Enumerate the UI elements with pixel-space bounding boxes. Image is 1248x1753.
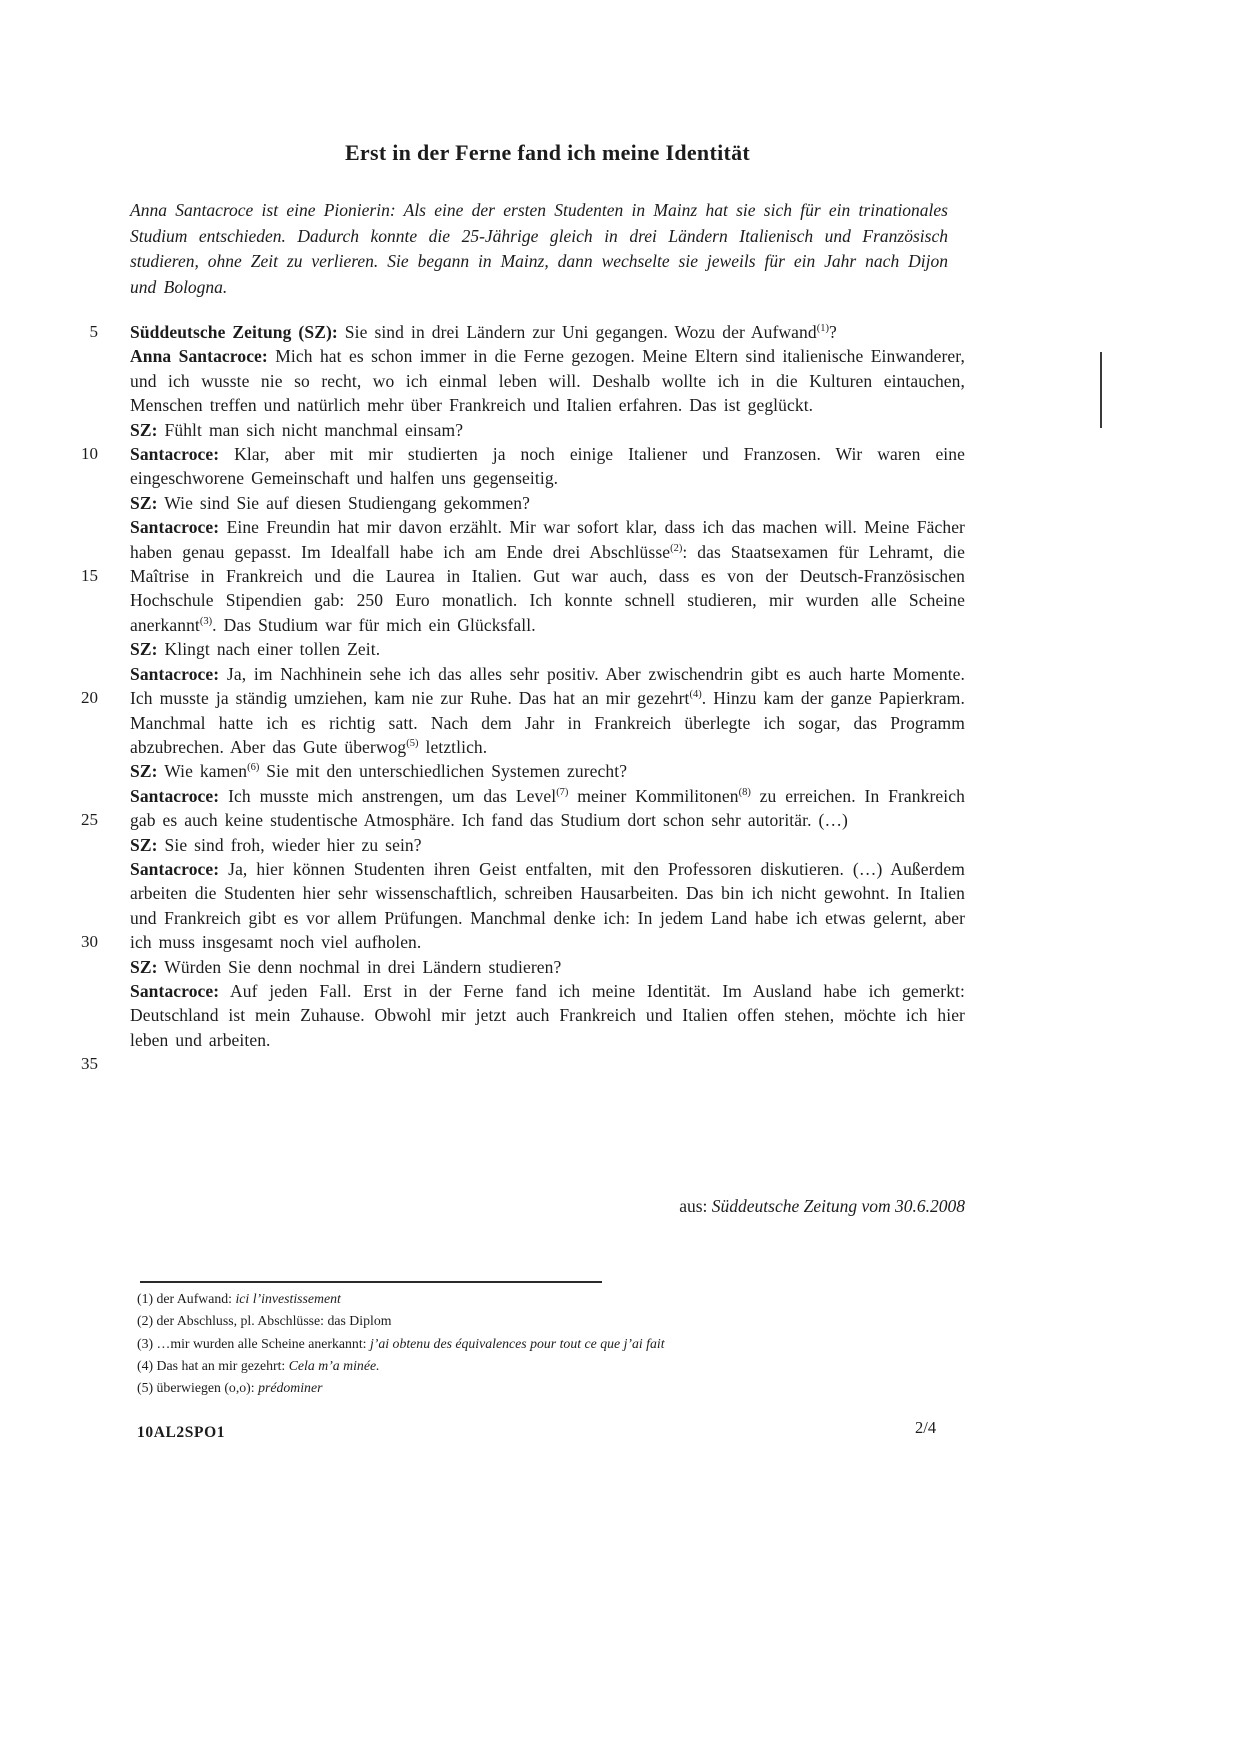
line-number: 15 [81,566,98,585]
dialogue-paragraph: SZ: Sie sind froh, wieder hier zu sein? [130,834,422,855]
footnote: (1) der Aufwand: ici l’investissement [137,1291,341,1306]
line-number: 10 [81,444,98,463]
dialogue-paragraph: SZ: Wie kamen$^{(6)}$ Sie mit den unterschiedlichen Systemen zurecht? [130,761,628,782]
footnote: (2) der Abschluss, pl. Abschlüsse: das Diplom [137,1313,392,1329]
footnotes [137,1288,897,1399]
dialogue-paragraph: Anna Santacroce: Mich hat es schon immer in die Ferne gezogen. Meine Eltern sind italienische Einwanderer, und ich wusste nie so recht, wo ich einmal leben will. Deshalb wollte ich in die Kulturen eintauchen, Menschen treffen und natürlich mehr über Frankreich und Italien erfahren. Das ist geglückt. [130,346,965,416]
dialogue-paragraph: SZ: Wie sind Sie auf diesen Studiengang gekommen? [130,492,531,513]
source-text: Süddeutsche Zeitung vom 30.6.2008 [711,1196,965,1216]
dialogue-paragraph: Santacroce: Eine Freundin hat mir davon erzählt. Mir war sofort klar, dass ich das machen will. Meine Fächer haben genau gepasst. Im Idealfall habe ich am Ende drei Abschlüsse$^{(2)}$: das Staatsexamen für Lehramt, die Maîtrise in Frankreich und die Laurea in Italien. Gut war auch, dass es von der Deutsch-Französischen Hochschule Stipendien gab: 250 Euro monatlich. Ich konnte schnell studieren, mir wurden alle Scheine anerkannt$^{(3)}$. Das Studium war für mich ein Glücksfall. [130,517,965,635]
scan-margin-mark [1100,352,1102,428]
dialogue-paragraph: Süddeutsche Zeitung (SZ): Sie sind in drei Ländern zur Uni gegangen. Wozu der Aufwand$^{(1)}$? [130,322,837,342]
page-title: Erst in der Ferne fand ich meine Identität [344,140,751,165]
dialogue-paragraph: Santacroce: Ja, hier können Studenten ihren Geist entfalten, mit den Professoren diskutieren. (…) Außerdem arbeiten die Studenten hier sehr wissenschaftlich, schreiben Hausarbeiten. Das bin ich nicht gewohnt. In Italien und Frankreich gibt es vor allem Prüfungen. Manchmal denke ich: In jedem Land habe ich etwas gelernt, aber ich muss insgesamt noch viel aufholen. [130,858,965,953]
line-number: 20 [81,688,98,707]
dialogue-paragraph: Santacroce: Auf jeden Fall. Erst in der Ferne fand ich meine Identität. Im Ausland habe ich gemerkt: Deutschland ist mein Zuhause. Obwohl mir jetzt auch Frankreich und Italien offen stehen, möchte ich hier leben und arbeiten. [130,980,965,1050]
line-number: 25 [81,810,98,829]
source-prefix: aus: [679,1196,712,1216]
line-number: 5 [89,322,98,341]
footer-document-code: 10AL2SPO1 [137,1424,226,1441]
dialogue-paragraph: SZ: Klingt nach einer tollen Zeit. [130,639,381,660]
intro-paragraph: Anna Santacroce ist eine Pionierin: Als eine der ersten Studenten in Mainz hat sie sich für ein trinationales Studium entschieden. Dadurch konnte die 25-Jährige gleich in drei Ländern Italienisch und Französisch studieren, ohne Zeit zu verlieren. Sie begann in Mainz, dann wechselte sie jeweils für ein Jahr nach Dijon und Bologna. [130,200,948,297]
footnote-divider [140,1281,602,1283]
dialogue-paragraph: SZ: Würden Sie denn nochmal in drei Ländern studieren? [130,956,562,977]
dialogue [130,320,965,1052]
page-number: 2/4 [915,1418,937,1437]
dialogue-paragraph: Santacroce: Ich musste mich anstrengen, um das Level$^{(7)}$ meiner Kommilitonen$^{(8)}$ zu erreichen. In Frankreich gab es auch keine studentische Atmosphäre. Ich fand das Studium dort schon sehr autoritär. (…) [130,785,965,831]
footnote: (4) Das hat an mir gezehrt: Cela m’a minée. [137,1357,380,1373]
dialogue-paragraph: SZ: Fühlt man sich nicht manchmal einsam? [130,419,464,440]
footnote: (3) …mir wurden alle Scheine anerkannt: j’ai obtenu des équivalences pour tout ce que j’ai fait [137,1335,665,1351]
line-number: 30 [81,932,98,951]
footnote: (5) überwiegen (o,o): prédominer [137,1380,323,1396]
dialogue-paragraph: Santacroce: Ja, im Nachhinein sehe ich das alles sehr positiv. Aber zwischendrin gibt es auch harte Momente. Ich musste ja ständig umziehen, kam nie zur Ruhe. Das hat an mir gezehrt$^{(4)}$. Hinzu kam der ganze Papierkram. Manchmal hatte ich es richtig satt. Nach dem Jahr in Frankreich überlegte ich sogar, das Programm abzubrechen. Aber das Gute überwog$^{(5)}$ letztlich. [130,663,965,757]
source-line [130,1196,965,1217]
line-number: 35 [81,1054,98,1073]
dialogue-paragraph: Santacroce: Klar, aber mit mir studierten ja noch einige Italiener und Franzosen. Wir waren eine eingeschworene Gemeinschaft und halfen uns gegenseitig. [130,444,965,489]
